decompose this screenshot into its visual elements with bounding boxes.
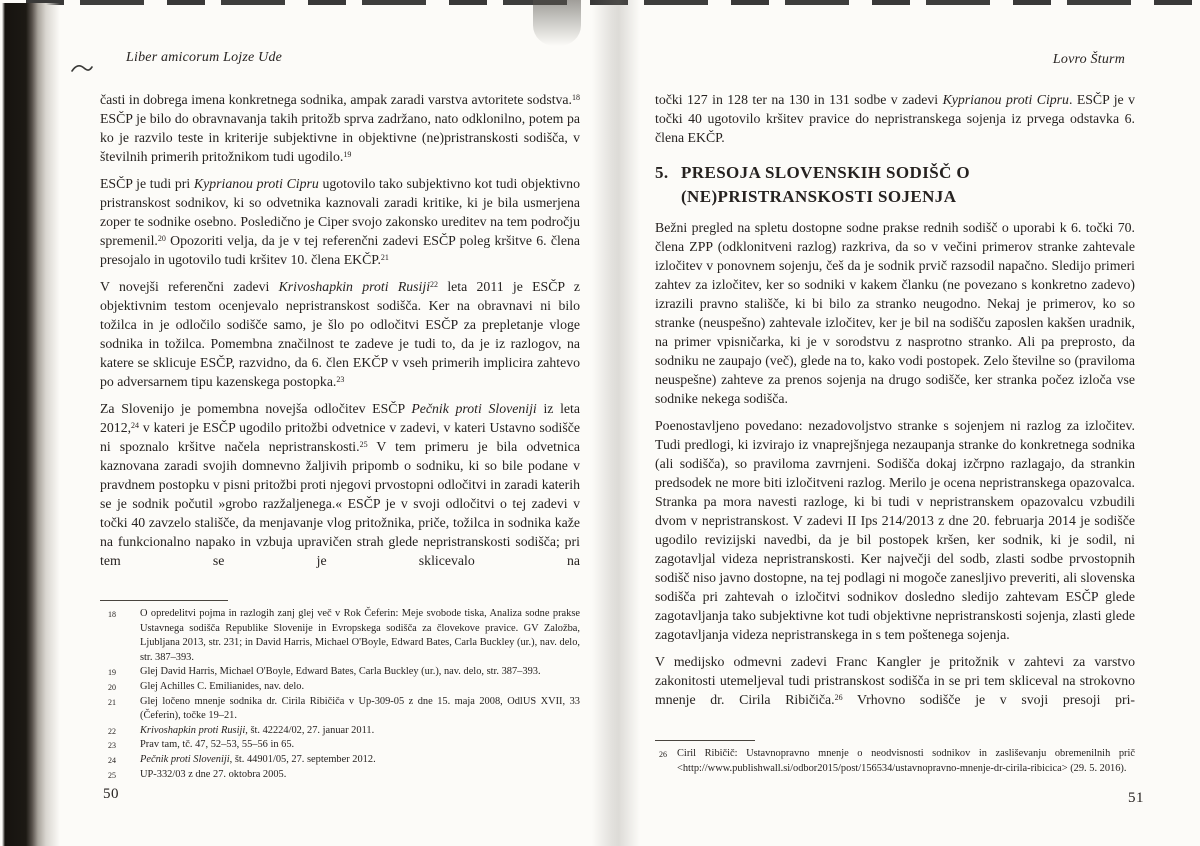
footnote-separator xyxy=(655,740,755,741)
scan-artifact-gutter-shadow xyxy=(592,0,640,846)
page-left xyxy=(100,50,580,825)
footnote xyxy=(100,695,580,724)
pen-mark xyxy=(71,63,93,75)
footnote-number: 21 xyxy=(108,697,116,707)
paragraph: točki 127 in 128 ter na 130 in 131 sodbe v zadevi Kyprianou proti Cipru. ESČP je v točki 40 ugotovilo kršitev pravice do nepristranskega sojenja iz prvega odstavka 6. člena EKČP. xyxy=(655,92,1135,145)
footnote-separator xyxy=(100,600,228,601)
footnote-number: 25 xyxy=(108,770,116,780)
footnote-text: UP-332/03 z dne 27. oktobra 2005. xyxy=(140,768,287,780)
footnote xyxy=(100,753,580,768)
footnote-number: 22 xyxy=(108,726,116,736)
paragraph: Poenostavljeno povedano: nezadovoljstvo stranke s sojenjem ni razlog za izločitev. Tudi predlogi, ki izvirajo iz vnaprejšnjega nezaupanja stranke do konkretnega sodnika (ali sodišča), so praviloma zavrnjeni. Sodišča dokaj izčrpno razlagajo, da strankin predsodek ne more biti izločitveni razlog. Merilo je ocena nepristranskega opazovalca. Stranka pa mora navesti razloge, ki bi tudi v nepristranskem opazovalcu vzbudili dvom v nepristranskost. V zadevi II Ips 214/2013 z dne 20. februarja 2014 je sodišče ugodilo revizijski navedbi, da je bil postopek kršen, ker sodnik, ki je sodil, ni zagotavljal videza nepristranskosti. Ker največji del sodb, zlasti sodbe prvostopnih sodišč niso javno dostopne, na tej podlagi ni mogoče zanesljivo preveriti, ali slovenska sodišča pri zahtevah o izločitvi sodnikov dosledno sledijo zahtevam ESČP glede zagotavljanja tako subjektivne kot tudi objektivne nepristranskosti sojenja, zlasti glede zagotavljanja videza nepristranskega in s tem poštenega sojenja. xyxy=(655,418,1135,642)
footnote-text: Krivoshapkin proti Rusiji, št. 42224/02, 27. januar 2011. xyxy=(140,724,375,736)
footnote xyxy=(100,724,580,739)
footnote-number: 26 xyxy=(659,750,667,759)
paragraph: Za Slovenijo je pomembna novejša odločitev ESČP Pečnik proti Sloveniji iz leta 2012,24 v kateri je ESČP ugodilo pritožbi odvetnice v zadevi, v kateri Ustavno sodišče ni spoznalo kršitve načela nepristranskosti.$^{25}$ V tem primeru je bila odvetnica kaznovana zaradi svojih domnevno žaljivih pripomb o sodniku, ki so bile podane v pravdnem postopku v pisni pritožbi proti njegovi prvostopni odločitvi in zaradi katerih se je sodnik počutil »grobo razžaljenega.« ESČP je v svoji odločitvi o tej zadevi v točki 40 zavzelo stališče, da menjavanje vlog pritožnika, priče, tožilca in sodnika kaže na funkcionalno napako in vzbuja upravičen strah glede nepristranskosti sodišča; pri tem se je sklicevalo na xyxy=(100,401,580,568)
page-number-right: 51 xyxy=(1128,790,1144,806)
footnote xyxy=(100,607,580,665)
footnote-text: Glej ločeno mnenje sodnika dr. Cirila Ribičiča v Up-309-05 z dne 15. maja 2008, OdlUS XVII, 33 (Čeferin), točke 19–21. xyxy=(140,695,580,722)
paragraph: V novejši referenčni zadevi Krivoshapkin proti Rusiji$^{22}$ leta 2011 je ESČP z objektivnim testom ocenjevalo nepristranskost sodišča. Ker na obravnavi ni bilo tožilca in je odločilo sodišče samo, je šlo po odločitvi ESČP za prepletanje vloge sodnika in tožilca. Pomembna značilnost te zadeve je tudi to, da je iz razlogov, na katere se sklicuje ESČP, razvidno, da 6. člen EKČP v vseh primerih implicira zahtevo po adversarnem tipu kazenskega postopka.$^{23}$ xyxy=(100,279,580,389)
paragraph: ESČP je tudi pri Kyprianou proti Cipru ugotovilo tako subjektivno kot tudi objektivno pristranskost sodnikov, ki so odvetnika kaznovali zaradi kritike, ki je bila usmerjena zoper te sodnike osebno. Posledično je Ciper svojo zakonsko ureditev na tem področju spremenil.$^{20}$ Opozoriti velja, da je v tej referenčni zadevi ESČP poleg kršitve 6. člena presojalo in ugotovilo tudi kršitev 10. člena EKČP.$^{21}$ xyxy=(100,176,580,267)
footnote-number: 23 xyxy=(108,741,116,751)
paragraph: V medijsko odmevni zadevi Franc Kangler je pritožnik v zahtevi za varstvo zakonitosti utemeljeval tudi pristranskost sodišča in se pri tem skliceval na strokovno mnenje dr. Cirila Ribičiča.$^{26}$ Vrhovno sodišče je v svoji presoji pri- xyxy=(655,654,1135,707)
footnote-number: 20 xyxy=(108,682,116,692)
paragraph: časti in dobrega imena konkretnega sodnika, ampak zaradi varstva avtoritete sodstva.$^{18}$ ESČP je bilo do obravnavanja takih pritožb sprva zadržano, nato odklonilno, potem pa ko je razvilo teste in kriterije subjektivne in objektivne (ne)pristranskosti sodišča, v številnih primerih pritožnikom tudi ugodilo.$^{19}$ xyxy=(100,92,580,164)
paragraph: Bežni pregled na spletu dostopne sodne prakse rednih sodišč o uporabi k 6. točki 70. člena ZPP (odklonitveni razlog) razkriva, da so v večini primerov stranke zahtevale izločitev v ponovnem sojenju, češ da je sodnik prvič razsodil napačno. Sledijo primeri zahtev za izločitev, ker so sodniki v kakem članku (ne povezano s konkretno zadevo) izrazili pravno stališče, ki bi bilo za stranko neugodno. Nekaj je primerov, ko so stranke (neuspešno) zahtevale izločitev, ker je bil na sodišču zaposlen kakšen uradnik, na primer vpisničarka, ki je v sorodstvu z nasprotno stranko. Ali pa preprosto, da sodniku ne zaupajo (več), glede na to, kako vodi postopek. Zelo številne so (praviloma neuspešne) zahteve za prenos sojenja na drugo sodišče, ker stranka počez izloča vse sodnike nekega sodišča. xyxy=(655,220,1135,406)
footnote-text: Glej David Harris, Michael O'Boyle, Edward Bates, Carla Buckley (ur.), nav. delo, str. 387–393. xyxy=(140,666,541,678)
footnote xyxy=(100,665,580,680)
page-right xyxy=(655,50,1135,825)
running-header-left: Liber amicorum Lojze Ude xyxy=(126,50,283,65)
footnote-number: 18 xyxy=(108,610,116,619)
footnote-text: Pečnik proti Sloveniji, št. 44901/05, 27. september 2012. xyxy=(140,753,376,765)
section-heading xyxy=(655,161,1135,209)
section-number: 5. xyxy=(655,163,669,182)
scan-artifact-spine-shadow xyxy=(2,3,60,846)
footnote xyxy=(100,680,580,695)
footnote xyxy=(100,738,580,753)
footnote-area-left xyxy=(100,600,580,782)
footnote-text: Prav tam, tč. 47, 52–53, 55–56 in 65. xyxy=(140,739,295,751)
footnote-number: 24 xyxy=(108,755,116,765)
footnote-text: O opredelitvi pojma in razlogih zanj glej več v Rok Čeferin: Meje svobode tiska, Analiza sodne prakse Ustavnega sodišča Republike Slovenije in Evropskega sodišča za človekove pravice. GV Založba, Ljubljana 2013, str. 231; in David Harris, Michael O'Boyle, Edward Bates, Carla Buckley (ur.), nav. delo, str. 387–393. xyxy=(140,608,580,663)
footnote xyxy=(655,747,1135,776)
footnote-area-right xyxy=(655,740,1135,776)
footnote-text: Glej Achilles C. Emilianides, nav. delo. xyxy=(140,680,305,692)
footnote xyxy=(100,768,580,783)
section-title: PRESOJA SLOVENSKIH SODIŠČ O (NE)PRISTRANSKOSTI SOJENJA xyxy=(681,163,971,206)
page-number-left: 50 xyxy=(103,786,119,802)
footnote-number: 19 xyxy=(108,668,116,678)
footnote-text: Ciril Ribičič: Ustavnopravno mnenje o neodvisnosti sodnikov in zasliševanju obremenilnih prič <http://www.publishwall.si/odbor2015/post/156534/ustavnopravno-mnenje-dr-cirila-ribicica> (29. 5. 2016). xyxy=(677,748,1135,774)
scan-artifact-gutter-top-shadow xyxy=(533,0,581,46)
running-header-right: Lovro Šturm xyxy=(1052,52,1125,67)
